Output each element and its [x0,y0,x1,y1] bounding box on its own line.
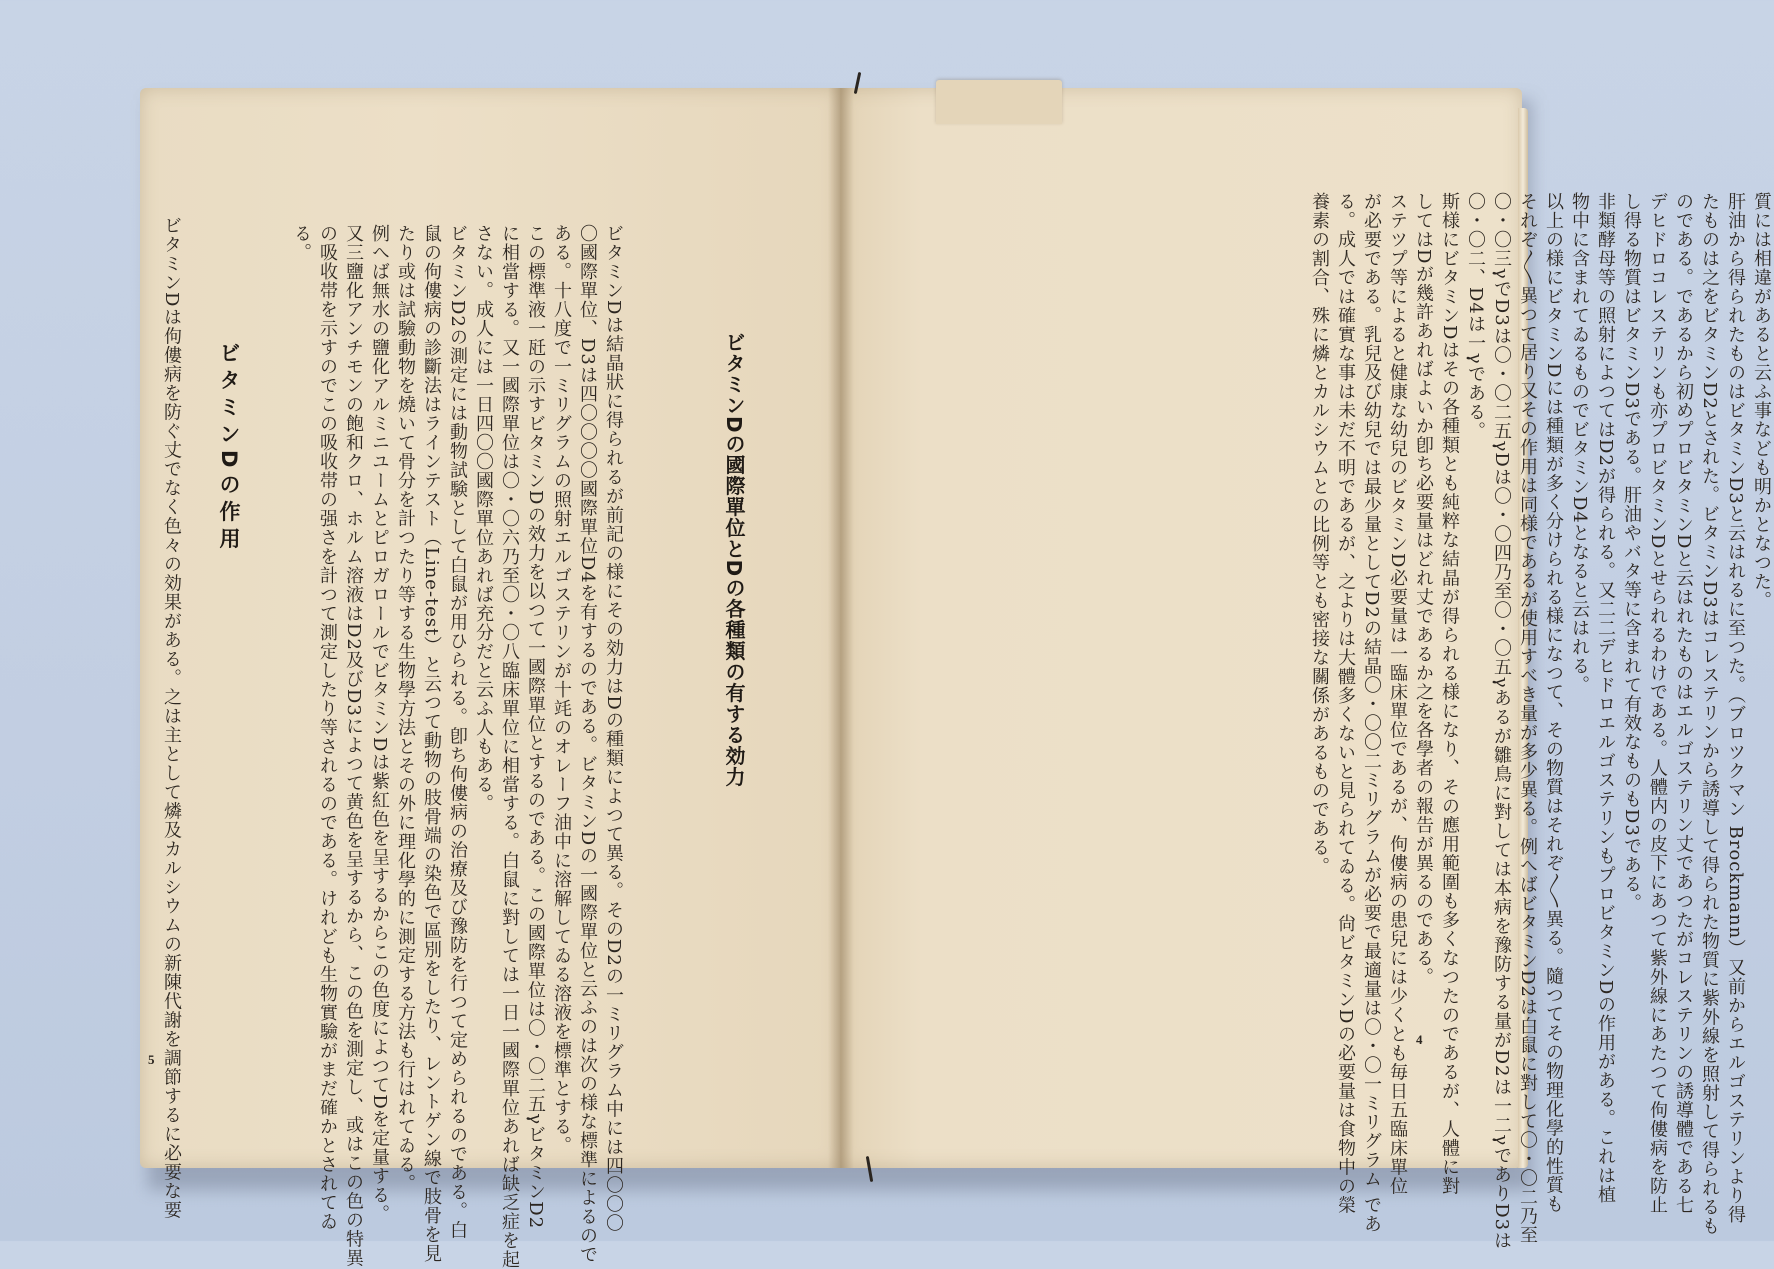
left-page-number: 5 [148,1052,155,1067]
section2-body [158,216,184,1220]
text-line: たり或は試驗動物を燒いて骨分を計つたり等する生物學方法とその外に理化學的に測定する方法も行はれてゐる。 [395,224,416,1193]
text-line: してはDが幾許あればよいか卽ち必要量はどれ丈であるか之を各學者の報告が異るのである。 [1413,192,1434,987]
page-tab [936,80,1062,124]
right-page-text [1306,192,1774,1251]
text-line: ビタミンDは佝僂病を防ぐ丈でなく色々の効果がある。之は主として燐及カルシウムの新陳代謝を調節するに必要な要 [161,216,182,1220]
text-line: デヒドロコレステリンも亦プロビタミンDとせられるわけである。人體内の皮下にあつて紫外線にあたつて佝僂病を防止 [1647,192,1668,1215]
text-line: のである。であるから初めプロビタミンDと云はれたものはエルゴステリン丈であつたがコレステリンの誘導體である七 [1673,192,1694,1215]
section-title-vitamin-d-action: ビタミンDの作用 [217,342,241,555]
text-line: 非類酵母等の照射によつてはD2が得られる。又二二デヒドロエルゴステリンもプロビタミンDの作用がある。これは植 [1595,192,1616,1205]
text-line: る。 [291,224,312,262]
text-line: ビタミンDは結晶狀に得られるが前記の様にその効力はDの種類によつて異る。そのD2の一ミリグラム中には四〇〇〇 [603,224,624,1233]
text-line: 以上の様にビタミンDには種類が多く分けられる様になつて、その物質はそれぞ〳〵異る。隨つてその物理化學的性質も [1543,192,1564,1214]
book-gutter [828,88,854,1168]
text-line: 鼠の佝僂病の診斷法はラインテスト（Line-test）と云つて動物の肢骨端の染色で區別をしたり、レントゲン線で肢骨を見 [421,224,442,1264]
text-line: 肝油から得られたものはビタミンD3と云はれるに至つた。（ブロツクマン Brockmann）又前からエルゴステリンより得 [1725,192,1746,1225]
text-line: の吸收帯を示すのでこの吸收帯の强さを計つて測定したり等されるのである。けれども生物實驗がまだ確かとされてゐ [317,224,338,1231]
section-title-international-unit: ビタミンDの國際單位とDの各種類の有する効力 [722,332,746,788]
text-line: 物中に含まれてゐるものでビタミンD4となると云はれる。 [1569,192,1590,695]
text-line: ビタミンD2の測定には動物試験として白鼠が用ひられる。卽ち佝僂病の治療及び豫防を行つて定められるのである。白 [447,224,468,1240]
text-line: 斯様にビタミンDはその各種類とも純粹な結晶が得られる様になり、その應用範圍も多くなつたのであるが、人體に對 [1439,192,1460,1196]
text-line: この標準液一瓩の示すビタミンDの效力を以つて一國際單位とするのである。この國際單位は〇・〇二五γビタミンD2 [525,224,546,1230]
text-line: に相當する。又一國際單位は〇・〇六乃至〇・〇八臨床單位に相當する。白鼠に對しては一日一國際單位あれば缺乏症を起 [499,224,520,1269]
text-line: 養素の割合、殊に燐とカルシウムとの比例等とも密接な關係があるものである。 [1309,192,1330,876]
text-line: さない。成人には一日四〇〇國際單位あれば充分だと云ふ人もある。 [473,224,494,813]
text-line: 〇・〇三γでD3は〇・〇二五γDは〇・〇四乃至〇・〇五γあるが雛鳥に對しては本病を豫防する量がD2は一二γでありD3は [1491,192,1512,1251]
right-page-number: 4 [1416,1032,1423,1047]
text-line: 〇・〇二、D4は一γである。 [1465,192,1486,441]
text-line: ある。十八度で一ミリグラムの照射エルゴステリンが十竓のオレーフ油中に溶解してゐる溶液を標準とする。 [551,224,572,1155]
text-line: 又三鹽化アンチモンの飽和クロ、ホルム溶液はD2及びD3によつて黄色を呈するから、この色を測定し、或はこの色の特異 [343,224,364,1268]
text-line: たものは之をビタミンD2とされた。ビタミンD3はコレステリンから誘導して得られた物質に紫外線を照射して得られるも [1699,192,1720,1236]
text-line: る。成人では確實な事は未だ不明であるが、之よりは大體多くないと見られてゐる。尙ビタミンDの必要量は食物中の榮 [1335,192,1356,1215]
text-line: 質には相違があると云ふ事なども明かとなつた。 [1751,192,1772,610]
text-line: が必要である。乳兒及び幼兒では最少量としてD2の結晶〇・〇〇二ミリグラムが必要で最適量は〇・〇一ミリグラム であ [1361,192,1382,1234]
open-book [140,88,1772,1269]
text-line: し得る物質はビタミンD3である。肝油やバタ等に含まれて有效なものもD3である。 [1621,192,1642,913]
text-line: 〇國際單位、D3は四〇〇〇〇國際單位D4を有するのである。ビタミンDの一國際單位と云ふのは次の様な標準によるので [577,224,598,1265]
text-line: それぞ〳〵異つて居り又その作用は同様であるが使用すべき量が多少異る。例へばビタミンD2は白鼠に對して〇・〇二乃至 [1517,192,1538,1245]
text-line: ステツプ等によると健康な幼兒のビタミンD必要量は一臨床單位であるが、佝僂病の患兒には少くとも毎日五臨床單位 [1387,192,1408,1196]
section1-body [288,224,626,1269]
text-line: 例へば無水の鹽化アルミニユームとピロガロールでビタミンDは紫紅色を呈するからこの色度によつてDを定量する。 [369,224,390,1224]
